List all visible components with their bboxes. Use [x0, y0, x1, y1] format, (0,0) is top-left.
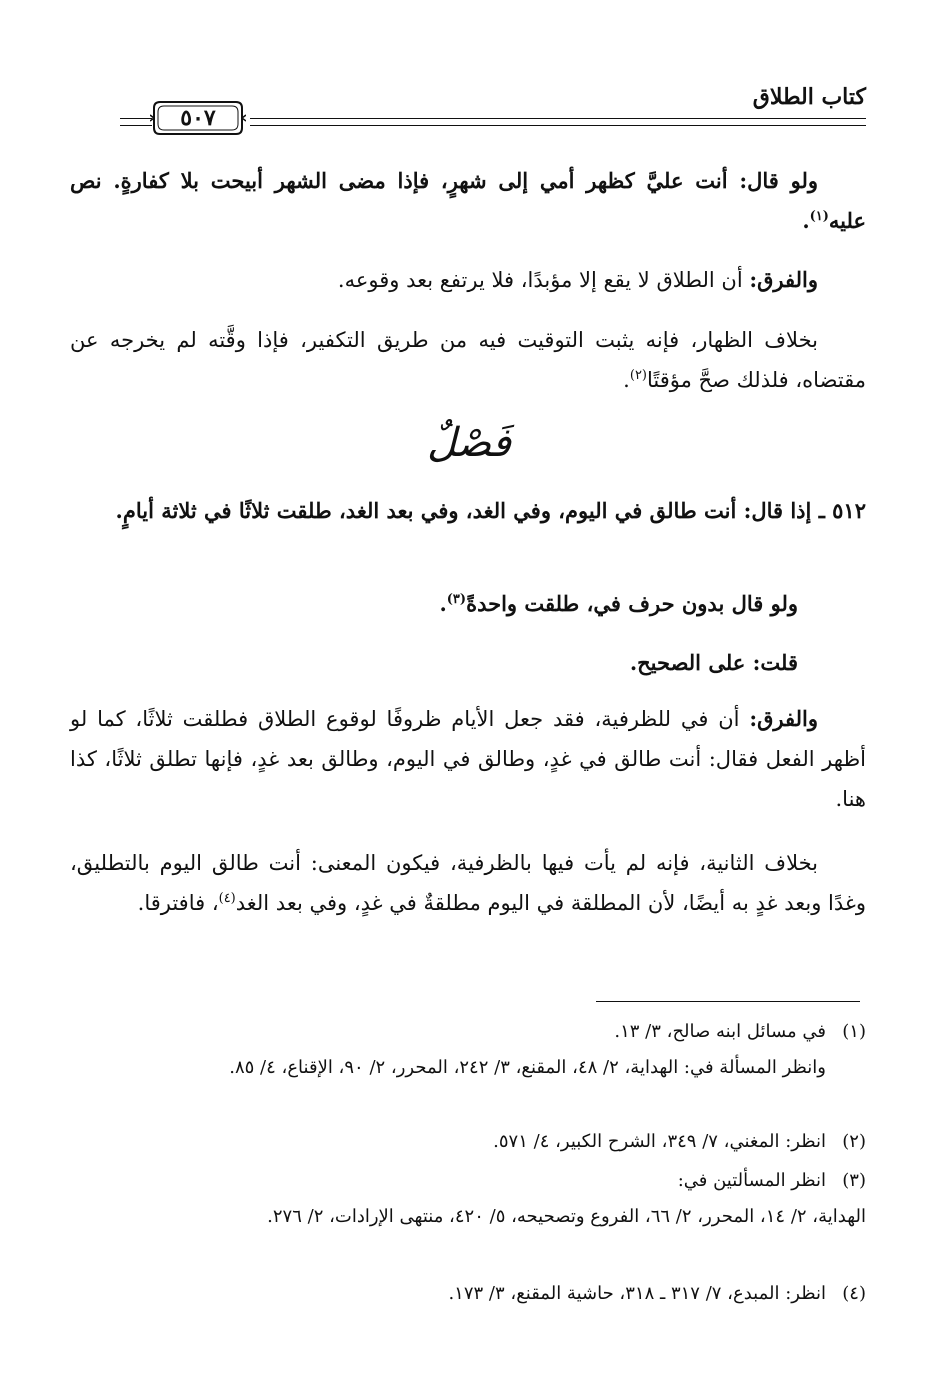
- issue-512-text: إذا قال: أنت طالق في اليوم، وفي الغد، وفي بعد الغد، طلقت ثلاثًا في ثلاثة أيامٍ.: [115, 498, 812, 523]
- paragraph-7: [70, 699, 866, 819]
- paragraph-8-end: ، فافترقا.: [137, 891, 219, 915]
- paragraph-1-text: ولو قال: أنت عليَّ كظهر أمي إلى شهرٍ، فإذا مضى الشهر أبيحت بلا كفارةٍ. نص عليه: [70, 168, 866, 233]
- running-header-title: كتاب الطلاق: [752, 84, 866, 110]
- header-rule: [250, 118, 866, 126]
- footnote-3-continuation: الهداية، ٢/ ١٤، المحرر، ٢/ ٦٦، الفروع وتصحيحه، ٥/ ٤٢٠، منتهى الإرادات، ٢/ ٢٧٦.: [267, 1206, 866, 1227]
- footnote-1-text: في مسائل ابنه صالح، ٣/ ١٣.: [614, 1021, 826, 1042]
- footnote-ref-3[interactable]: (٣): [446, 592, 467, 607]
- footnote-ref-2[interactable]: (٢): [629, 368, 647, 383]
- section-heading: فَصْلٌ: [426, 420, 512, 466]
- paragraph-5-text: ولو قال بدون حرف في، طلقت واحدةً: [466, 591, 798, 616]
- footnote-1-mark: (١): [842, 1021, 866, 1042]
- paragraph-2: [70, 260, 866, 300]
- footnote-2-mark: (٢): [842, 1131, 866, 1152]
- footnote-4-mark: (٤): [842, 1283, 866, 1304]
- footnote-3-mark: (٣): [842, 1170, 866, 1191]
- paragraph-1-end: .: [802, 208, 810, 233]
- difference-label-2: والفرق:: [749, 706, 818, 731]
- paragraph-5: [70, 584, 798, 624]
- footnote-1-continuation: وانظر المسألة في: الهداية، ٢/ ٤٨، المقنع، ٣/ ٢٤٢، المحرر، ٢/ ٩٠، الإقناع، ٤/ ٨٥.: [229, 1057, 826, 1078]
- paragraph-3-text: بخلاف الظهار، فإنه يثبت التوقيت فيه من طريق التكفير، فإذا وقَّته لم يخرجه عن مقتضاه، فلذلك صحَّ مؤقتًا: [70, 328, 866, 392]
- header-rule-left: [120, 118, 152, 126]
- footnote-separator: [596, 1001, 860, 1002]
- paragraph-3-end: .: [623, 368, 630, 392]
- footnote-1: [70, 1014, 866, 1086]
- footnote-2-text: انظر: المغني، ٧/ ٣٤٩، الشرح الكبير، ٤/ ٥٧١.: [493, 1131, 826, 1152]
- paragraph-2-text: أن الطلاق لا يقع إلا مؤبدًا، فلا يرتفع بعد وقوعه.: [337, 268, 750, 292]
- paragraph-8-text: بخلاف الثانية، فإنه لم يأت فيها بالظرفية، فيكون المعنى: أنت طالق اليوم بالتطليق، وغدًا وبعد غدٍ به أيضًا، لأن المطلقة في اليوم مطلقةٌ في غدٍ، وفي بعد الغد: [70, 851, 866, 915]
- paragraph-7-text: أن في للظرفية، فقد جعل الأيام ظروفًا لوقوع الطلاق فطلقت ثلاثًا، كما لو أظهر الفعل فقال: أنت طالق في غدٍ، وطالق في اليوم، وطالق بعد غدٍ، فإنها تطلق ثلاثًا، كذا هنا.: [70, 707, 866, 811]
- issue-number: ٥١٢ ـ: [818, 498, 866, 523]
- footnote-4: [70, 1276, 866, 1312]
- paragraph-6: قلت: على الصحيح.: [629, 650, 798, 675]
- footnote-3: [70, 1163, 866, 1235]
- issue-512: [70, 491, 866, 531]
- paragraph-8: [70, 843, 866, 923]
- difference-label: والفرق:: [749, 267, 818, 292]
- paragraph-5-end: .: [439, 591, 447, 616]
- footnote-3-text: انظر المسألتين في:: [677, 1170, 826, 1191]
- footnote-ref-1[interactable]: (١): [809, 209, 829, 224]
- paragraph-3: [70, 320, 866, 400]
- footnote-2: [70, 1124, 866, 1160]
- page-number: ٥٠٧: [180, 105, 216, 131]
- footnote-ref-4[interactable]: (٤): [218, 891, 236, 906]
- footnote-4-text: انظر: المبدع، ٧/ ٣١٧ ـ ٣١٨، حاشية المقنع، ٣/ ١٧٣.: [448, 1283, 826, 1304]
- page-number-frame: [150, 96, 246, 140]
- paragraph-1: [70, 161, 866, 241]
